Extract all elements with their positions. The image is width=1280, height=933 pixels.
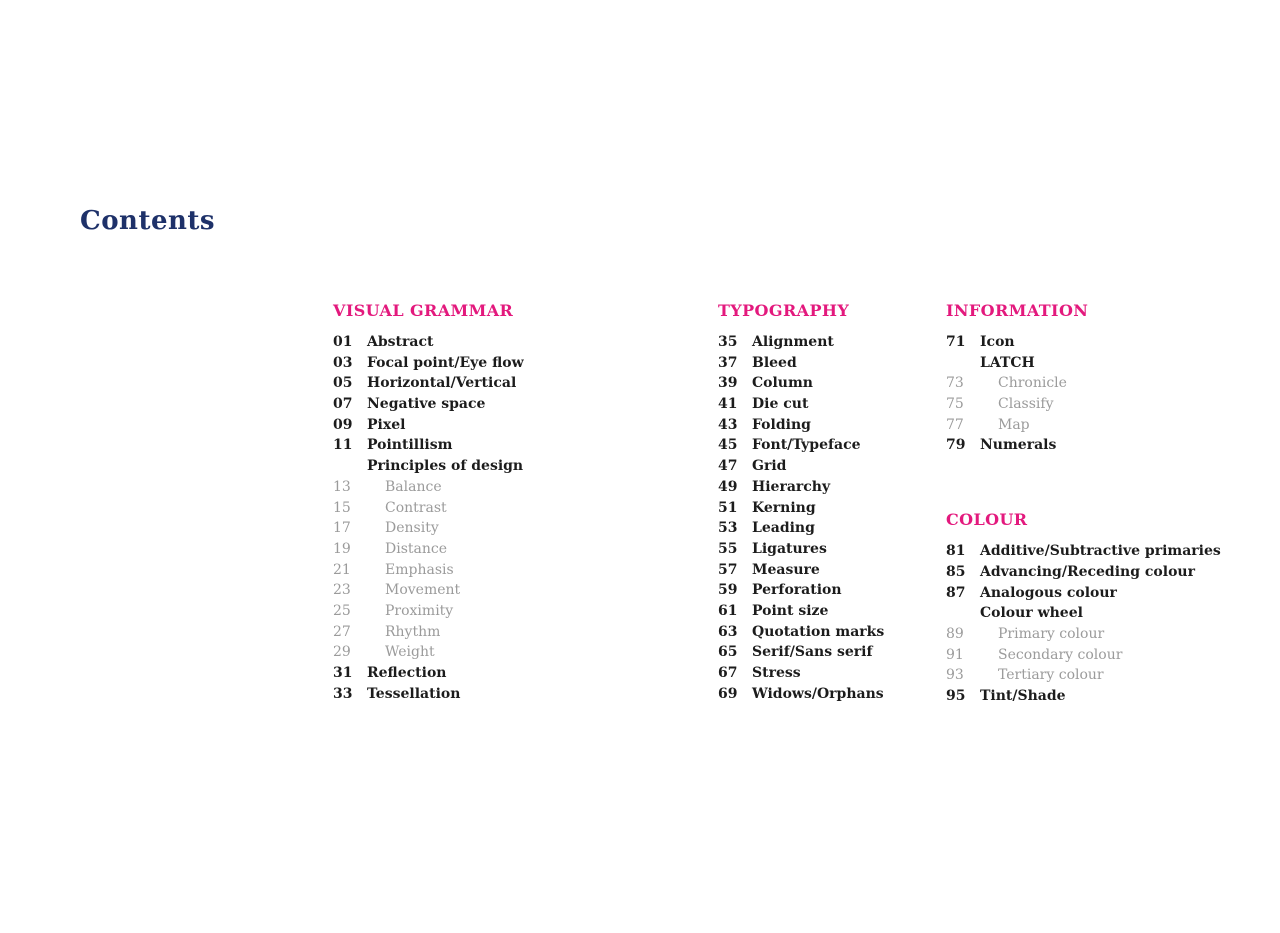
toc-entry-label: Grid [752, 458, 787, 475]
toc-entry [718, 456, 958, 477]
toc-entry-label: Ligatures [752, 540, 827, 557]
toc-entry [718, 435, 958, 456]
toc-entry-page-number: 91 [946, 646, 964, 663]
toc-entry [718, 477, 958, 498]
toc-entry-page-number: 43 [718, 416, 738, 433]
toc-entry-label: Proximity [385, 602, 454, 619]
toc-entry [946, 686, 1266, 707]
toc-entry [718, 353, 958, 374]
toc-entry-page-number: 63 [718, 623, 738, 640]
toc-entry [333, 622, 633, 643]
toc-entry [333, 684, 633, 705]
toc-entry-label: Measure [752, 561, 820, 578]
toc-entry [718, 684, 958, 705]
toc-entry-page-number: 27 [333, 623, 351, 640]
toc-entry-label: LATCH [980, 354, 1035, 371]
toc-entry-label: Perforation [752, 582, 842, 599]
toc-entry-label: Bleed [752, 354, 797, 371]
toc-entry-page-number: 59 [718, 582, 738, 599]
toc-entry-page-number: 53 [718, 520, 738, 537]
toc-entry-page-number: 19 [333, 540, 351, 557]
toc-entry [718, 394, 958, 415]
toc-entry-label: Tint/Shade [980, 687, 1066, 704]
toc-entry-label: Weight [385, 644, 435, 661]
toc-entry-label: Classify [998, 396, 1054, 413]
toc-entry-label: Advancing/Receding colour [980, 563, 1195, 580]
toc-entry-page-number: 49 [718, 478, 738, 495]
toc-entry [333, 518, 633, 539]
toc-entry-label: Serif/Sans serif [752, 644, 873, 661]
toc-entry-page-number: 51 [718, 499, 738, 516]
toc-entry [333, 435, 633, 456]
toc-entry-page-number: 81 [946, 543, 966, 560]
toc-entry-label: Rhythm [385, 623, 441, 640]
toc-entry-label: Widows/Orphans [752, 685, 884, 702]
toc-entry [333, 415, 633, 436]
toc-entry-page-number: 57 [718, 561, 738, 578]
toc-entry-page-number: 69 [718, 685, 738, 702]
toc-entry [718, 560, 958, 581]
toc-entry [946, 541, 1266, 562]
toc-entry-label: Pixel [367, 416, 406, 433]
toc-entry [946, 583, 1266, 604]
toc-section-header: VISUAL GRAMMAR [333, 301, 514, 320]
toc-entry [946, 562, 1266, 583]
toc-entry-label: Distance [385, 540, 448, 557]
toc-entry-page-number: 71 [946, 334, 966, 350]
toc-entry-page-number: 61 [718, 602, 738, 619]
toc-entry-label: Alignment [752, 334, 834, 350]
toc-column-visual-grammar [333, 302, 633, 704]
toc-entry-label: Hierarchy [752, 478, 831, 495]
toc-entry-label: Density [385, 520, 439, 537]
toc-entry-label: Movement [385, 582, 461, 599]
toc-entry-page-number: 95 [946, 687, 966, 704]
toc-column-typography [718, 302, 958, 704]
toc-entry-label: Contrast [385, 499, 447, 516]
toc-entry-label: Kerning [752, 499, 816, 516]
toc-entry [946, 332, 1266, 353]
toc-entry [333, 560, 633, 581]
toc-entry-page-number: 47 [718, 458, 738, 475]
toc-entry-label: Numerals [980, 437, 1057, 454]
toc-entry [333, 332, 633, 353]
toc-entry-page-number: 13 [333, 478, 351, 495]
toc-entry-label: Balance [385, 478, 442, 495]
toc-entry-page-number: 09 [333, 416, 353, 433]
toc-entry-page-number: 39 [718, 375, 738, 392]
toc-entry-page-number: 37 [718, 354, 738, 371]
toc-entry-page-number: 33 [333, 685, 353, 702]
toc-entry-label: Horizontal/Vertical [367, 375, 517, 392]
toc-entry-label: Emphasis [385, 561, 454, 578]
toc-entry-label: Secondary colour [998, 646, 1123, 663]
toc-entry-label: Chronicle [998, 375, 1067, 392]
toc-entry-label: Quotation marks [752, 623, 885, 640]
toc-entry-page-number: 85 [946, 563, 966, 580]
toc-entry-label: Stress [752, 665, 801, 681]
toc-entry-page-number: 15 [333, 499, 351, 516]
toc-entry-page-number: 31 [333, 665, 353, 681]
toc-entry-page-number: 67 [718, 665, 738, 681]
toc-entry [718, 601, 958, 622]
toc-entry-label: Analogous colour [980, 584, 1117, 601]
toc-entry-label: Column [752, 375, 813, 392]
toc-entry-page-number: 21 [333, 561, 351, 578]
toc-entry-page-number: 23 [333, 582, 351, 599]
toc-entry-page-number: 25 [333, 602, 351, 619]
toc-entry [333, 477, 633, 498]
toc-entry-label: Folding [752, 416, 811, 433]
toc-entry-label: Principles of design [367, 458, 524, 475]
toc-entry-label: Tertiary colour [998, 667, 1104, 684]
toc-entry-page-number: 93 [946, 667, 964, 684]
toc-entry-page-number: 07 [333, 396, 353, 413]
toc-entry [333, 353, 633, 374]
toc-entry [333, 539, 633, 560]
toc-entry [718, 415, 958, 436]
toc-entry-label: Additive/Subtractive primaries [980, 543, 1221, 560]
toc-entry-label: Map [998, 416, 1030, 433]
toc-entry [946, 415, 1266, 436]
toc-entry-page-number: 55 [718, 540, 738, 557]
toc-entry [718, 498, 958, 519]
toc-entry [946, 624, 1266, 645]
toc-entry-label: Icon [980, 334, 1015, 350]
toc-entry-label: Abstract [367, 334, 434, 350]
toc-entry-page-number: 03 [333, 354, 353, 371]
toc-entry-label: Point size [752, 602, 829, 619]
toc-entry-page-number: 01 [333, 334, 353, 350]
toc-entry [333, 642, 633, 663]
toc-entry [718, 539, 958, 560]
toc-entry [718, 642, 958, 663]
toc-entry [718, 580, 958, 601]
toc-entry [946, 603, 1266, 624]
toc-entry [718, 332, 958, 353]
toc-entry [946, 373, 1266, 394]
toc-entry-label: Primary colour [998, 625, 1105, 642]
toc-entry-page-number: 45 [718, 437, 738, 454]
toc-entry-page-number: 75 [946, 396, 964, 413]
toc-entry-label: Font/Typeface [752, 437, 861, 454]
toc-entry [333, 663, 633, 684]
toc-entry [333, 394, 633, 415]
toc-entry-page-number: 79 [946, 437, 966, 454]
toc-entry [718, 518, 958, 539]
toc-entry-label: Focal point/Eye flow [367, 354, 524, 371]
toc-section-header: COLOUR [946, 510, 1028, 530]
toc-entry [718, 622, 958, 643]
toc-entry [333, 456, 633, 477]
toc-entry-page-number: 11 [333, 437, 353, 454]
toc-entry [333, 498, 633, 519]
toc-section [946, 302, 1266, 456]
toc-entry [333, 580, 633, 601]
toc-entry-label: Tessellation [367, 685, 461, 702]
toc-entry-label: Die cut [752, 396, 809, 413]
toc-entry-label: Leading [752, 520, 815, 537]
toc-entry [946, 435, 1266, 456]
toc-entry [718, 663, 958, 684]
toc-entry-page-number: 77 [946, 416, 964, 433]
toc-entry-page-number: 05 [333, 375, 353, 392]
toc-section [333, 302, 633, 704]
toc-column-information-colour [946, 302, 1266, 707]
toc-entry [333, 373, 633, 394]
page-title: Contents [80, 206, 216, 236]
toc-section-header: TYPOGRAPHY [718, 301, 850, 320]
toc-entry-label: Pointillism [367, 437, 453, 454]
toc-entry-page-number: 41 [718, 396, 738, 413]
toc-entry [718, 373, 958, 394]
toc-section [718, 302, 958, 704]
toc-entry-page-number: 73 [946, 375, 964, 392]
toc-entry-label: Negative space [367, 396, 486, 413]
toc-entry [946, 645, 1266, 666]
toc-entry-page-number: 29 [333, 644, 351, 661]
toc-entry-label: Reflection [367, 665, 447, 681]
toc-section [946, 511, 1266, 707]
toc-entry-page-number: 17 [333, 520, 351, 537]
toc-entry [946, 353, 1266, 374]
toc-entry-page-number: 35 [718, 334, 738, 350]
toc-entry [946, 394, 1266, 415]
toc-entry [946, 665, 1266, 686]
toc-entry-label: Colour wheel [980, 605, 1083, 622]
toc-entry [333, 601, 633, 622]
toc-section-header: INFORMATION [946, 301, 1089, 320]
toc-entry-page-number: 87 [946, 584, 966, 601]
toc-entry-page-number: 89 [946, 625, 964, 642]
toc-entry-page-number: 65 [718, 644, 738, 661]
